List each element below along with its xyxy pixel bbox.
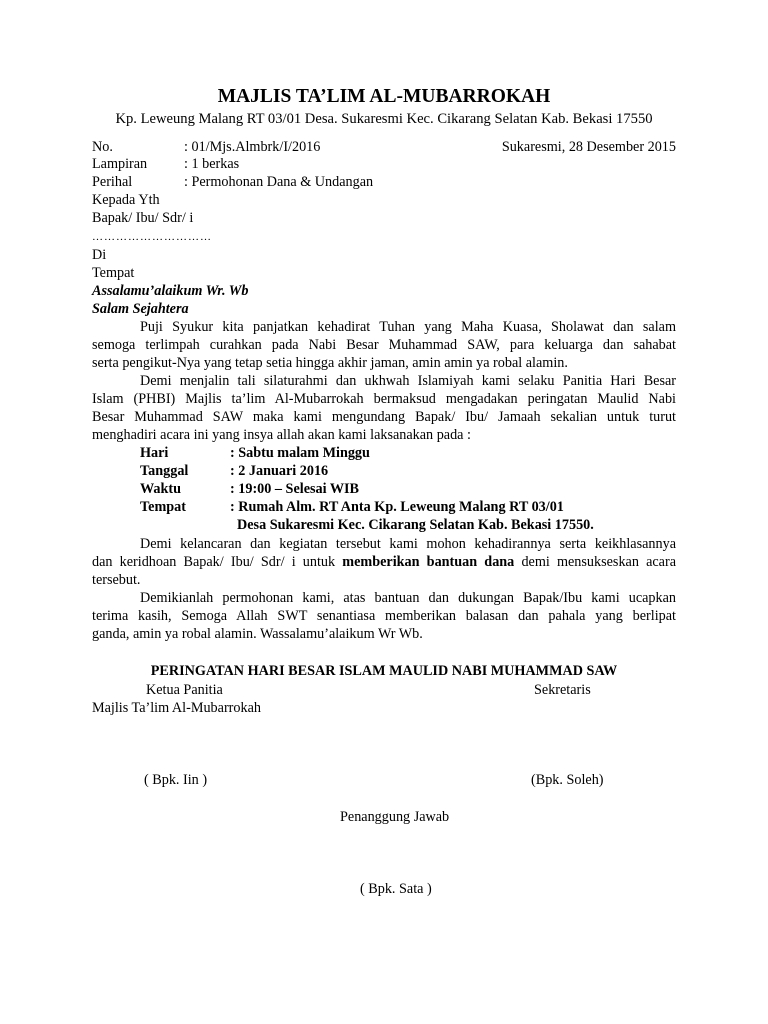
attachment-label: Lampiran xyxy=(92,156,148,172)
letterhead-title: MAJLIS TA’LIM AL-MUBARROKAH xyxy=(217,86,551,107)
paragraph-1 xyxy=(92,318,676,372)
paragraph-1-line-1: Puji Syukur kita panjatkan kehadirat Tuhan yang Maha Kuasa, Sholawat dan salam xyxy=(140,319,676,335)
paragraph-2-line-1: Demi menjalin tali silaturahmi dan ukhwah Islamiyah kami selaku Panitia Hari Besar xyxy=(140,373,676,389)
paragraph-2-line-4: menghadiri acara ini yang insya allah akan kami laksanakan pada : xyxy=(92,427,471,443)
paragraph-2 xyxy=(92,372,676,444)
paragraph-4-line-3: ganda, amin ya robal alamin. Wassalamu’alaikum Wr Wb. xyxy=(92,626,423,642)
paragraph-3-line-2-end: demi mensukseskan acara xyxy=(514,554,676,570)
chairman-name: ( Bpk. Iin ) xyxy=(144,772,208,788)
recipient-line-3: Di xyxy=(92,247,107,263)
secretary-name: (Bpk. Soleh) xyxy=(531,772,604,788)
recipient-line-4: Tempat xyxy=(92,265,135,281)
paragraph-3 xyxy=(92,535,676,589)
number-value: : 01/Mjs.Almbrk/I/2016 xyxy=(184,139,321,155)
place-date: Sukaresmi, 28 Desember 2015 xyxy=(501,139,676,155)
paragraph-3-line-1: Demi kelancaran dan kegiatan tersebut kami mohon kehadirannya serta keikhlasannya xyxy=(140,536,676,552)
paragraph-3-line-2-start: dan keridhoan Bapak/ Ibu/ Sdr/ i untuk xyxy=(92,554,343,570)
paragraph-3-line-3: tersebut. xyxy=(92,572,141,588)
event-place-value-2: Desa Sukaresmi Kec. Cikarang Selatan Kab. Bekasi 17550. xyxy=(237,517,594,533)
letterhead-address: Kp. Leweung Malang RT 03/01 Desa. Sukaresmi Kec. Cikarang Selatan Kab. Bekasi 17550 xyxy=(115,111,653,127)
paragraph-2-line-2: Islam (PHBI) Majlis ta’lim Al-Mubarrokah bermaksud mengadakan peringatan Maulid Nabi xyxy=(92,391,676,407)
event-time-value: : 19:00 – Selesai WIB xyxy=(230,481,360,497)
recipient-line-2: Bapak/ Ibu/ Sdr/ i xyxy=(92,210,194,226)
recipient-dots: ………………………… xyxy=(92,231,212,243)
paragraph-1-line-2: semoga terlimpah curahkan pada Nabi Besar Muhammad SAW, para keluarga dan sahabat xyxy=(92,337,676,353)
paragraph-3-line-2 xyxy=(92,553,676,571)
event-place-value: : Rumah Alm. RT Anta Kp. Leweung Malang RT 03/01 xyxy=(230,499,564,515)
recipient-line-1: Kepada Yth xyxy=(92,192,160,208)
organization-name: Majlis Ta’lim Al-Mubarrokah xyxy=(92,700,261,716)
subject-label: Perihal xyxy=(92,174,133,190)
responsible-name: ( Bpk. Sata ) xyxy=(360,881,432,897)
event-title: PERINGATAN HARI BESAR ISLAM MAULID NABI MUHAMMAD SAW xyxy=(150,663,618,679)
chairman-title: Ketua Panitia xyxy=(146,682,223,698)
event-day-label: Hari xyxy=(140,445,169,461)
subject-value: : Permohonan Dana & Undangan xyxy=(184,174,374,190)
paragraph-1-line-3: serta pengikut-Nya yang tetap setia hingga akhir jaman, amin amin ya robal alamin. xyxy=(92,355,568,371)
paragraph-4 xyxy=(92,589,676,643)
number-label: No. xyxy=(92,139,113,155)
secretary-title: Sekretaris xyxy=(534,682,591,698)
responsible-title: Penanggung Jawab xyxy=(340,809,450,825)
paragraph-4-line-1: Demikianlah permohonan kami, atas bantuan dan dukungan Bapak/Ibu kami ucapkan xyxy=(140,590,676,606)
meta-subject-row xyxy=(92,173,676,191)
event-date-label: Tanggal xyxy=(140,463,189,479)
meta-number-row xyxy=(92,138,676,156)
greeting-salam: Assalamu’alaikum Wr. Wb xyxy=(92,283,249,299)
event-time-label: Waktu xyxy=(140,481,182,497)
event-day-value: : Sabtu malam Minggu xyxy=(230,445,370,461)
paragraph-2-line-3: Besar Muhammad SAW maka kami mengundang Bapak/ Ibu/ Jamaah sekalian untuk turut xyxy=(92,409,676,425)
event-place-label: Tempat xyxy=(140,499,186,515)
event-date-value: : 2 Januari 2016 xyxy=(230,463,329,479)
paragraph-3-emphasis: memberikan bantuan dana xyxy=(342,554,515,570)
greeting-sejahtera: Salam Sejahtera xyxy=(92,301,189,317)
paragraph-4-line-2: terima kasih, Semoga Allah SWT senantiasa memberikan balasan dan pahala yang berlipat xyxy=(92,608,676,624)
meta-attachment-row xyxy=(92,155,676,173)
attachment-value: : 1 berkas xyxy=(184,156,240,172)
